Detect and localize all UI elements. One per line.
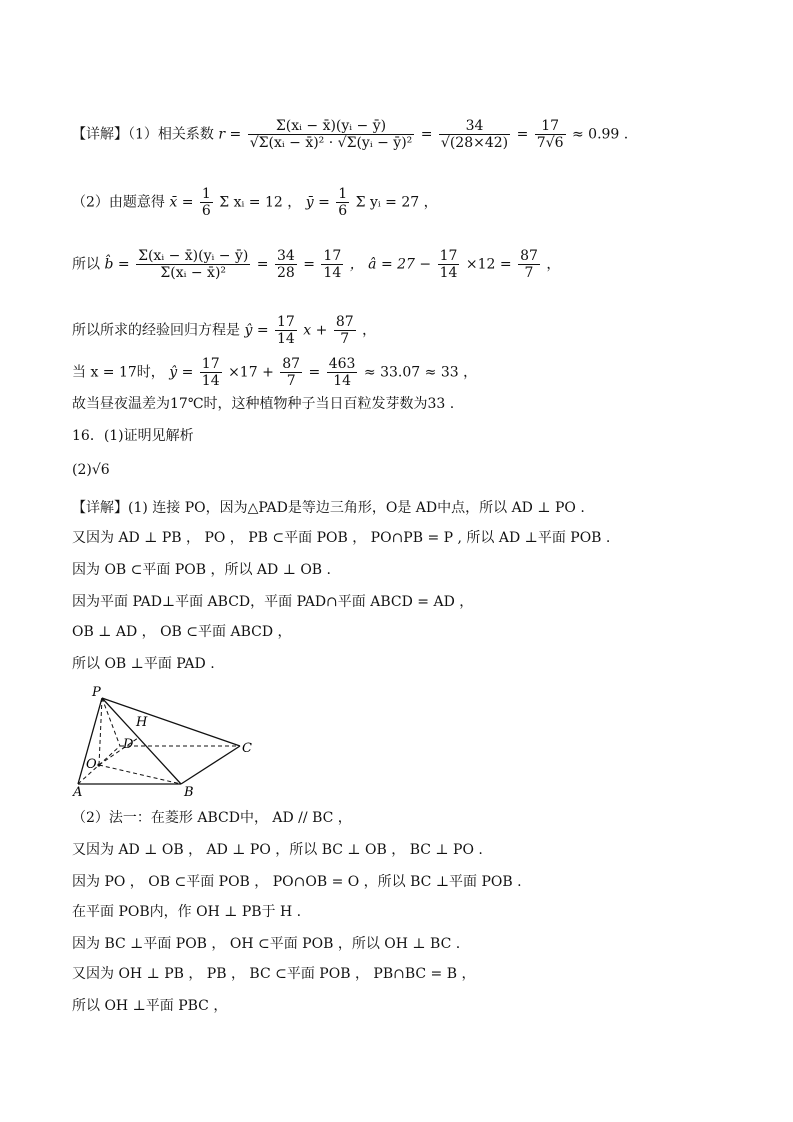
bhat-num: Σ(xᵢ − x̄)(yᵢ − ȳ) (138, 248, 249, 264)
r-fraction-3 (535, 118, 566, 151)
label-B: B (184, 785, 194, 798)
eq-frac-2-den: 7 (340, 331, 350, 347)
r-denominator: √Σ(xᵢ − x̄)² · √Σ(yᵢ − ȳ)² (249, 135, 413, 151)
ybar-frac-den: 6 (338, 203, 348, 219)
pred-frac-2 (280, 356, 302, 389)
ahat-frac-den: 14 (439, 265, 458, 281)
pred-frac-1 (200, 356, 222, 389)
bhat-den: Σ(xᵢ − x̄)² (160, 265, 227, 281)
ybar-fraction (336, 186, 349, 219)
r-equals: r = (218, 126, 242, 143)
eq-frac-2-num: 87 (335, 314, 354, 330)
label-O: O (86, 757, 97, 772)
bhat-label: b̂ = (104, 256, 130, 273)
solution-line-prediction (72, 356, 477, 389)
eq-frac-1 (275, 314, 297, 347)
proof2-line-6: 又因为 OH ⊥ PB ， PB ， BC ⊂平面 POB ， PB∩BC = B ， (72, 966, 476, 982)
xbar-frac-den: 6 (201, 203, 211, 219)
eq-end: ， (362, 322, 377, 339)
detail-label: 【详解】（1）相关系数 (72, 126, 214, 143)
yhat-label: ŷ = (244, 322, 269, 339)
eq-frac-1-num: 17 (277, 314, 295, 330)
question-16-part2-answer: (2)√6 (72, 462, 110, 478)
xbar-fraction (200, 186, 213, 219)
proof-line-5: OB ⊥ AD ， OB ⊂平面 ABCD ， (72, 624, 292, 640)
pyramid-figure (68, 682, 268, 798)
xbar-result: Σ xᵢ = 12 ， (219, 194, 302, 211)
conclusion-line: 故当昼夜温差为17℃时，这种植物种子当日百粒发芽数为33 . (72, 396, 455, 412)
r-fraction (248, 118, 415, 151)
r-fraction-3-num: 17 (535, 118, 566, 135)
ahat-frac-num: 17 (439, 248, 458, 264)
ahat-result-num: 87 (520, 248, 538, 264)
bhat-frac-2 (275, 248, 297, 281)
prediction-yhat: ŷ = (169, 364, 194, 381)
xbar-label: x̄ = (169, 194, 198, 211)
r-result: ≈ 0.99 . (571, 126, 629, 143)
label-P: P (92, 685, 101, 700)
r-fraction-2-den: √(28×42) (440, 135, 509, 151)
label-C: C (242, 741, 252, 756)
pred-frac-1-den: 14 (201, 373, 220, 389)
proof2-line-2: 又因为 AD ⊥ OB ， AD ⊥ PO ，所以 BC ⊥ OB ， BC ⊥ PO . (72, 842, 483, 858)
question-16-heading: 16．(1)证明见解析 (72, 428, 194, 444)
bhat-frac-3-num: 17 (323, 248, 342, 264)
proof-line-1: 【详解】(1) 连接 PO，因为△PAD是等边三角形，O是 AD中点，所以 AD ⊥ PO . (72, 500, 585, 516)
pred-frac-3 (327, 356, 358, 389)
label-A: A (73, 785, 83, 798)
pred-eq2: = (308, 364, 321, 381)
ahat-label: ， â = 27 − (349, 256, 432, 273)
solution-line-equation (72, 314, 376, 347)
r-fraction-2 (439, 118, 510, 151)
ahat-mid: ×12 = (465, 256, 512, 273)
bhat-frac-2-num: 34 (276, 248, 295, 264)
label-H: H (136, 715, 148, 730)
equation-intro: 所以所求的经验回归方程是 (72, 322, 240, 339)
r-fraction-2-num: 34 (439, 118, 510, 135)
pred-frac-3-num: 463 (328, 356, 356, 372)
proof2-line-7: 所以 OH ⊥平面 PBC ， (72, 998, 228, 1014)
pred-mid: ×17 + (228, 364, 274, 381)
label-D: D (123, 737, 134, 752)
prediction-intro: 当 x = 17时， (72, 364, 165, 381)
proof2-line-3: 因为 PO ， OB ⊂平面 POB ， PO∩OB = O ，所以 BC ⊥平面 POB . (72, 874, 522, 890)
ybar-frac-num: 1 (338, 186, 348, 202)
proof-line-2: 又因为 AD ⊥ PB ， PO ， PB ⊂平面 POB ， PO∩PB = P , 所以 AD ⊥平面 POB . (72, 530, 611, 546)
bhat-frac-3 (321, 248, 343, 281)
eq-mid: x + (303, 322, 328, 339)
ahat-frac (438, 248, 460, 281)
pred-frac-3-den: 14 (333, 373, 352, 389)
proof-line-6: 所以 OB ⊥平面 PAD . (72, 656, 215, 672)
eq-frac-2 (334, 314, 356, 347)
pred-end: ≈ 33.07 ≈ 33 ， (363, 364, 478, 381)
eq-frac-1-den: 14 (277, 331, 295, 347)
proof-line-4: 因为平面 PAD⊥平面 ABCD，平面 PAD∩平面 ABCD = AD ， (72, 594, 474, 610)
coef-end: ， (546, 256, 561, 273)
solution-line-means (72, 186, 438, 219)
pred-frac-2-den: 7 (286, 373, 296, 389)
xbar-frac-num: 1 (201, 186, 211, 202)
ahat-result (518, 248, 540, 281)
proof2-line-1: （2）法一：在菱形 ABCD中， AD // BC ， (72, 810, 352, 826)
bhat-frac-2-den: 28 (276, 265, 295, 281)
coef-intro: 所以 (72, 256, 100, 273)
r-numerator: Σ(xᵢ − x̄)(yᵢ − ȳ) (248, 118, 415, 135)
ybar-label: ȳ = (305, 194, 335, 211)
ahat-result-den: 7 (524, 265, 534, 281)
pred-frac-2-num: 87 (282, 356, 301, 372)
pred-frac-1-num: 17 (201, 356, 220, 372)
ybar-result: Σ yᵢ = 27 ， (355, 194, 438, 211)
solution-line-r: 【详解】（1）相关系数 r = $\frac{\text{Σ(xᵢ − x̄)(yᵢ − ȳ)}}{\text{√Σ(xᵢ − x̄)² · √Σ(yᵢ − ȳ)²}}$ = $\frac{34}{√(28\times 42)}$ = $\frac{17}{7√6}$ ≈ 0.99 . (72, 118, 629, 151)
proof-line-3: 因为 OB ⊂平面 POB ，所以 AD ⊥ OB . (72, 562, 331, 578)
bhat-fraction (136, 248, 250, 281)
proof2-line-4: 在平面 POB内，作 OH ⊥ PB于 H . (72, 904, 302, 920)
bhat-frac-3-den: 14 (323, 265, 342, 281)
proof2-line-5: 因为 BC ⊥平面 POB ， OH ⊂平面 POB ，所以 OH ⊥ BC . (72, 936, 461, 952)
solution-line-coefficients: 所以 b̂ = $\frac{\text{Σ(xᵢ − x̄)(yᵢ − ȳ)}}{\text{Σ(xᵢ − x̄)²}}$ = $\frac{34}{28}$ = $\frac{17}{14}$ ， â = 27 − $\frac{17}{14}$ ×12 = $\frac{87}{7}$ ， (72, 248, 561, 281)
means-intro: （2）由题意得 (72, 194, 165, 211)
r-fraction-3-den: 7√6 (536, 135, 564, 151)
